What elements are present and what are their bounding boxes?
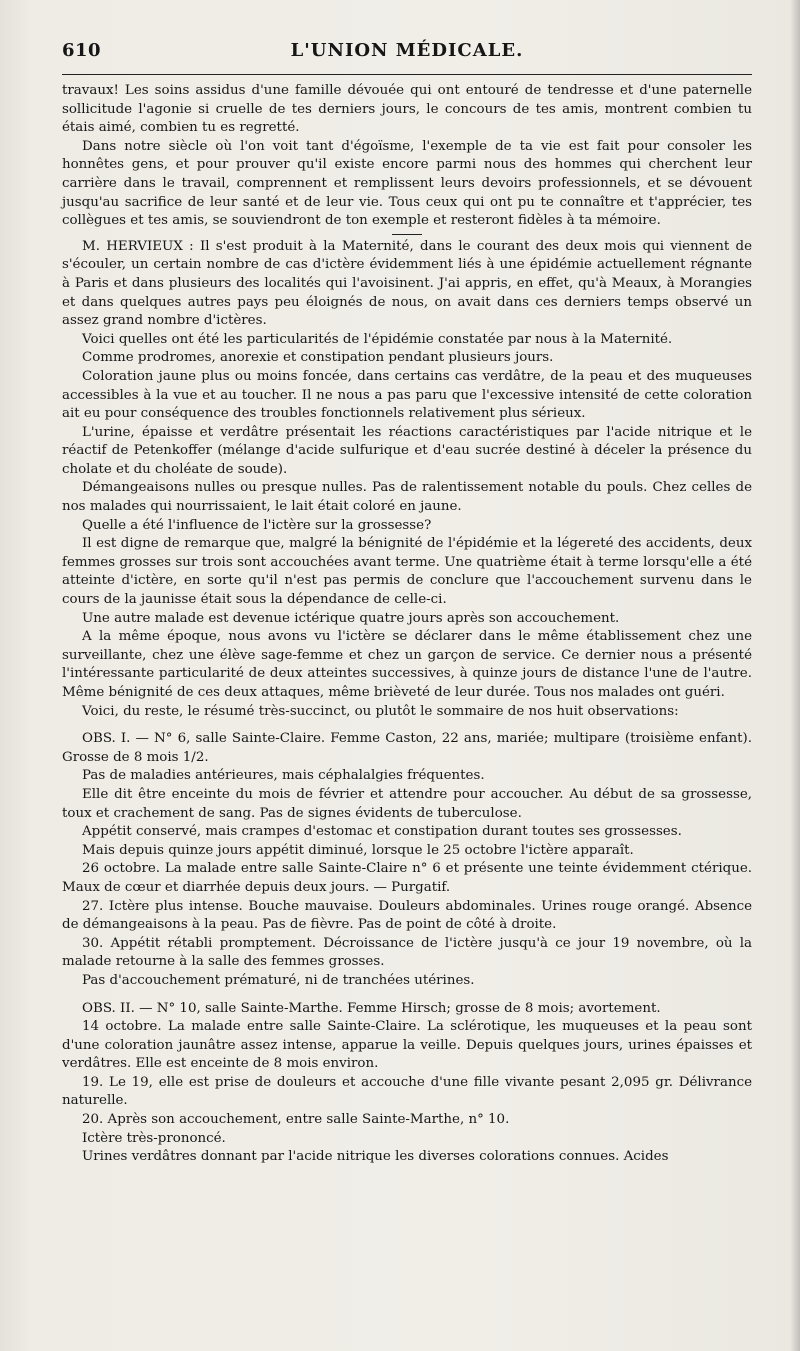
paragraph: Voici, du reste, le résumé très-succinct, ou plutôt le sommaire de nos huit observations:: [82, 703, 679, 719]
article-body: [62, 82, 752, 1167]
paragraph: Elle dit être enceinte du mois de février et attendre pour accoucher. Au début de sa grossesse, toux et crachement de sang. Pas de signes évidents de tuberculose.: [62, 786, 752, 821]
paragraph: Pas de maladies antérieures, mais céphalalgies fréquentes.: [82, 768, 485, 784]
page-edge-shadow: [790, 0, 800, 1351]
paragraph: M. HERVIEUX : Il s'est produit à la Maternité, dans le courant des deux mois qui viennent de s'écouler, un certain nombre de cas d'ictère évidemment liés à une épidémie actuellement régnante à Paris et dans plusieurs des localités qui l'avoisinent. J'ai appris, en effet, qu'à Meaux, à Morangies et dans quelques autres pays peu éloignés de nous, on avait dans ces derniers temps observé un assez grand nombre d'ictères.: [62, 238, 752, 329]
paragraph: 14 octobre. La malade entre salle Sainte-Claire. La sclérotique, les muqueuses et la peau sont d'une coloration jaunâtre assez intense, apparue la veille. Depuis quelques jours, urines épaisses et verdâtres. Elle est enceinte de 8 mois environ.: [62, 1019, 752, 1072]
running-title: L'UNION MÉDICALE.: [290, 40, 524, 61]
paragraph: Ictère très-prononcé.: [82, 1130, 226, 1146]
paragraph: 30. Appétit rétabli promptement. Décroissance de l'ictère jusqu'à ce jour 19 novembre, où la malade retourne à la salle des femmes grosses.: [62, 935, 752, 970]
page-number: 610: [62, 40, 102, 61]
paragraph: Il est digne de remarque que, malgré la bénignité de l'épidémie et la légereté des accidents, deux femmes grosses sur trois sont accouchées avant terme. Une quatrième était à terme lorsqu'elle a été atteinte d'ictère, en sorte qu'il n'est pas permis de conclure que l'accouchement survenu dans le cours de la jaunisse était sous la dépendance de celle-ci.: [62, 536, 752, 608]
paragraph: 20. Après son accouchement, entre salle Sainte-Marthe, n° 10.: [82, 1112, 510, 1128]
paragraph: travaux! Les soins assidus d'une famille dévouée qui ont entouré de tendresse et d'une paternelle sollicitude l'agonie si cruelle de tes derniers jours, le concours de tes amis, montrent combien tu étais aimé, combien tu es regretté.: [62, 83, 752, 136]
paragraph: Dans notre siècle où l'on voit tant d'égoïsme, l'exemple de ta vie est fait pour consoler les honnêtes gens, et pour prouver qu'il existe encore parmi nous des hommes qui cherchent leur carrière dans le travail, comprennent et remplissent leurs devoirs professionnels, et se dévouent jusqu'au sacrifice de leur santé et de leur vie. Tous ceux qui ont pu te connaître et t'apprécier, tes collègues et tes amis, se souviendront de ton exemple et resteront fidèles à ta mémoire.: [62, 138, 752, 229]
paragraph: A la même époque, nous avons vu l'ictère se déclarer dans le même établissement chez une surveillante, chez une élève sage-femme et chez un garçon de service. Ce dernier nous a présenté l'intéressante particularité de deux atteintes successives, à quinze jours de distance l'une de l'autre. Même bénignité de ces deux attaques, même brièveté de leur durée. Tous nos malades ont guéri.: [62, 629, 752, 700]
paragraph: Urines verdâtres donnant par l'acide nitrique les diverses colorations connues. Acides: [82, 1149, 669, 1165]
observation-heading: OBS. II. — N° 10, salle Sainte-Marthe. Femme Hirsch; grosse de 8 mois; avortement.: [82, 1000, 661, 1016]
paragraph: Mais depuis quinze jours appétit diminué, lorsque le 25 octobre l'ictère apparaît.: [82, 842, 634, 858]
paragraph: 27. Ictère plus intense. Bouche mauvaise. Douleurs abdominales. Urines rouge orangé. Absence de démangeaisons à la peau. Pas de fièvre. Pas de point de côté à droite.: [62, 898, 752, 933]
paragraph: Quelle a été l'influence de l'ictère sur la grossesse?: [82, 517, 432, 533]
section-separator: [392, 234, 422, 235]
paragraph: Comme prodromes, anorexie et constipation pendant plusieurs jours.: [82, 350, 554, 366]
paragraph: Démangeaisons nulles ou presque nulles. Pas de ralentissement notable du pouls. Chez celles de nos malades qui nourrissaient, le lait était coloré en jaune.: [62, 480, 752, 515]
paragraph: Voici quelles ont été les particularités de l'épidémie constatée par nous à la Maternité.: [82, 331, 673, 347]
header-rule: [62, 74, 752, 75]
paragraph: Une autre malade est devenue ictérique quatre jours après son accouchement.: [82, 610, 620, 626]
paragraph: Coloration jaune plus ou moins foncée, dans certains cas verdâtre, de la peau et des muqueuses accessibles à la vue et au toucher. Il ne nous a pas paru que l'excessive intensité de cette coloration ait eu pour conséquence des troubles fonctionnels relativement plus sérieux.: [62, 368, 752, 422]
paragraph: 19. Le 19, elle est prise de douleurs et accouche d'une fille vivante pesant 2,095 gr. Délivrance naturelle.: [62, 1074, 752, 1109]
paragraph: Appétit conservé, mais crampes d'estomac et constipation durant toutes ses grossesses.: [82, 824, 682, 840]
paragraph: Pas d'accouchement prématuré, ni de tranchées utérines.: [82, 972, 475, 988]
paragraph: 26 octobre. La malade entre salle Sainte-Claire n° 6 et présente une teinte évidemment ctérique. Maux de cœur et diarrhée depuis deux jours. — Purgatif.: [62, 861, 752, 895]
observation-heading: OBS. I. — N° 6, salle Sainte-Claire. Femme Caston, 22 ans, mariée; multipare (troisième enfant). Grosse de 8 mois 1/2.: [62, 731, 752, 765]
paragraph: L'urine, épaisse et verdâtre présentait les réactions caractéristiques par l'acide nitrique et le réactif de Petenkoffer (mélange d'acide sulfurique et d'eau sucrée destiné à déceler la présence du cholate et du choléate de soude).: [62, 424, 752, 477]
page-header: [62, 40, 752, 74]
